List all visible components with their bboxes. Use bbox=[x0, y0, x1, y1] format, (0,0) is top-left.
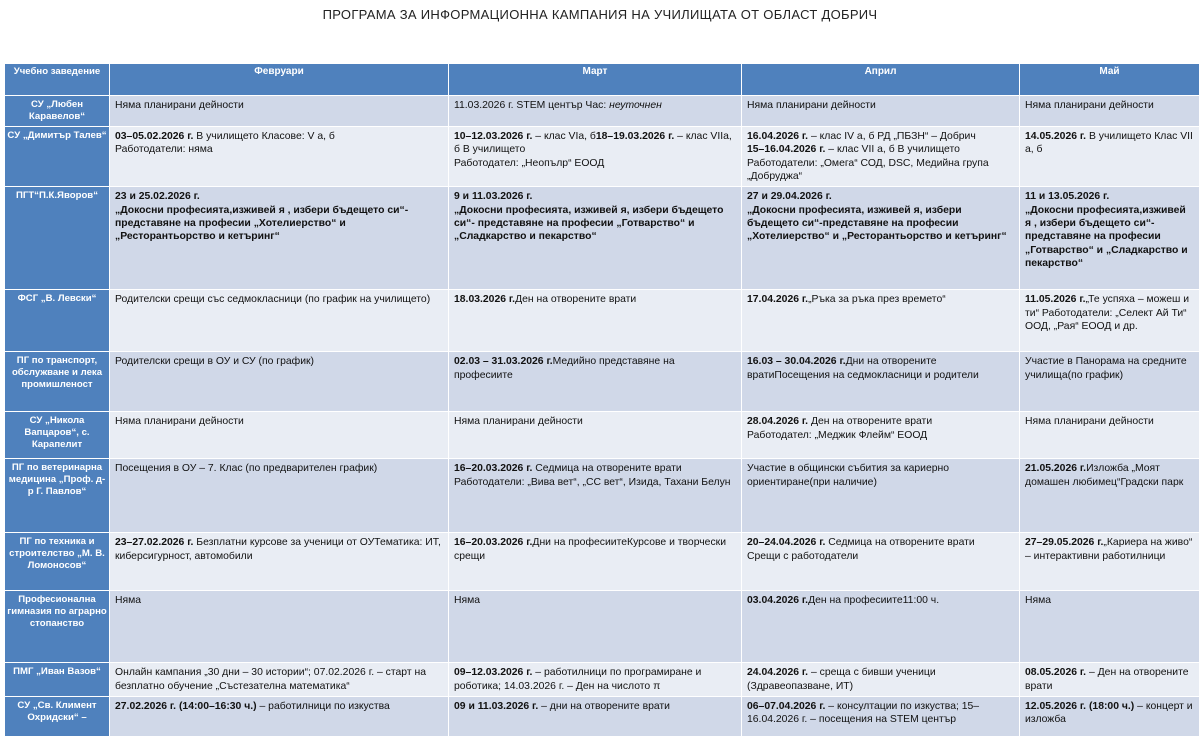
cell-text-segment: Онлайн кампания „30 дни – 30 истории“; 07.02.2026 г. – старт на безплатно обучение „Състезателна математика“ bbox=[115, 667, 429, 692]
header-february: Февруари bbox=[110, 64, 449, 96]
cell-april bbox=[742, 663, 1020, 697]
cell-text-segment: Няма планирани дейности bbox=[454, 416, 583, 428]
cell-text-segment: 09–12.03.2026 г. bbox=[454, 667, 533, 679]
cell-february bbox=[110, 663, 449, 697]
cell-text-segment: 11.03.2026 г. STEM център Час: bbox=[454, 100, 610, 111]
cell-text-segment: – концерт и изложба bbox=[1025, 700, 1196, 726]
header-may: Май bbox=[1020, 64, 1200, 96]
cell-text bbox=[1025, 99, 1194, 112]
cell-text-segment: 23 и 25.02.2026 г. „Докосни професията,изживей я , избери бъдещето си“- представяне на професии „Хотелиерство“ и „Ресторантьорство и кетъринг“ bbox=[115, 191, 409, 243]
cell-april bbox=[742, 290, 1020, 352]
cell-text-segment: Дни на отворените вратиПосещения на седмокласници и родители bbox=[747, 356, 979, 381]
cell-may bbox=[1020, 290, 1200, 352]
cell-text bbox=[1025, 415, 1194, 428]
cell-text-segment: 06–07.04.2026 г. bbox=[747, 700, 826, 712]
cell-text-segment: В училището Класове: V а, б Работодатели: няма bbox=[115, 131, 335, 156]
cell-may bbox=[1020, 187, 1200, 290]
cell-february bbox=[110, 187, 449, 290]
cell-text-segment: – работилници по програмиране и роботика; 14.03.2026 г. – Ден на числото π bbox=[454, 667, 705, 692]
cell-text bbox=[1025, 293, 1194, 333]
cell-text-segment: Ден на отворените врати Работодател: „Меджик Флейм“ ЕООД bbox=[747, 416, 933, 441]
cell-text bbox=[747, 462, 1014, 489]
cell-text-segment: Медийно представяне на професиите bbox=[454, 356, 678, 381]
cell-march bbox=[449, 412, 742, 459]
cell-may bbox=[1020, 96, 1200, 127]
cell-april bbox=[742, 696, 1020, 736]
cell-text bbox=[747, 293, 1014, 306]
cell-text-segment: „Те успяха – можеш и ти“ Работодатели: „Селект Ай Ти“ ООД, „Рая“ ЕООД и др. bbox=[1025, 294, 1192, 332]
page-title: ПРОГРАМА ЗА ИНФОРМАЦИОННА КАМПАНИЯ НА УЧИЛИЩАТА ОТ ОБЛАСТ ДОБРИЧ bbox=[322, 7, 878, 22]
cell-text-segment: 09 и 11.03.2026 г. bbox=[454, 700, 539, 712]
cell-text bbox=[454, 293, 736, 306]
cell-text bbox=[454, 700, 736, 713]
cell-text-segment: Изложба „Моят домашен любимец“Градски парк bbox=[1025, 463, 1184, 488]
table-row bbox=[5, 352, 1200, 412]
table-row bbox=[5, 459, 1200, 533]
table-row bbox=[5, 591, 1200, 663]
cell-text bbox=[454, 130, 736, 170]
cell-february bbox=[110, 96, 449, 127]
school-name: СУ „Димитър Талев“ bbox=[5, 127, 110, 187]
campaign-table bbox=[4, 63, 1200, 737]
cell-text bbox=[454, 415, 736, 428]
cell-text-segment: 14.05.2026 г. bbox=[1025, 131, 1087, 142]
cell-text-segment: Няма планирани дейности bbox=[747, 100, 876, 111]
cell-february bbox=[110, 352, 449, 412]
cell-text-segment: – работилници по изкуства bbox=[256, 700, 390, 712]
cell-text-segment: 08.05.2026 г. bbox=[1025, 667, 1087, 679]
cell-text bbox=[454, 190, 736, 243]
cell-text-segment: Ден на професиите11:00 ч. bbox=[808, 595, 940, 607]
school-name: ФСГ „В. Левски“ bbox=[5, 290, 110, 352]
cell-text-segment: Родителски срещи в ОУ и СУ (по график) bbox=[115, 356, 314, 368]
cell-march bbox=[449, 533, 742, 591]
cell-text-segment: Родителски срещи със седмокласници (по график на училището) bbox=[115, 294, 431, 306]
cell-text-segment: 17.04.2026 г. bbox=[747, 294, 809, 306]
cell-march bbox=[449, 591, 742, 663]
cell-march bbox=[449, 127, 742, 187]
cell-text bbox=[115, 190, 443, 243]
cell-text-segment: 18–19.03.2026 г. bbox=[595, 131, 675, 142]
cell-text-segment: Няма bbox=[1025, 595, 1052, 607]
cell-text-segment: – клас VII а, б В училището Работодатели: „Омега“ СОД, DSC, Медийна група „Добруджа“ bbox=[747, 144, 989, 182]
cell-text bbox=[747, 190, 1014, 243]
cell-april bbox=[742, 412, 1020, 459]
cell-text-segment: 21.05.2026 г. bbox=[1025, 463, 1087, 475]
cell-text-segment: Няма bbox=[454, 595, 481, 607]
cell-text-segment: – Ден на отворените врати bbox=[1025, 667, 1192, 692]
table-row bbox=[5, 533, 1200, 591]
cell-text-segment: 9 и 11.03.2026 г. „Докосни професията, изживей я, избери бъдещето си“- представяне на професии „Готварство“ и „Сладкарство и пекарство“ bbox=[454, 191, 724, 243]
cell-text-segment: 16–20.03.2026 г. bbox=[454, 463, 533, 475]
table-row bbox=[5, 663, 1200, 697]
cell-text bbox=[747, 99, 1014, 112]
cell-text-segment: „Кариера на живо“ – интерактивни работилници bbox=[1025, 537, 1196, 562]
cell-text bbox=[1025, 700, 1194, 727]
cell-text-segment: „Ръка за ръка през времето“ bbox=[808, 294, 946, 306]
cell-text bbox=[1025, 462, 1194, 489]
cell-february bbox=[110, 412, 449, 459]
cell-text-segment: 18.03.2026 г. bbox=[454, 294, 516, 306]
cell-text-segment: Няма планирани дейности bbox=[115, 100, 244, 111]
cell-may bbox=[1020, 459, 1200, 533]
cell-february bbox=[110, 290, 449, 352]
cell-april bbox=[742, 127, 1020, 187]
cell-may bbox=[1020, 352, 1200, 412]
cell-march bbox=[449, 459, 742, 533]
cell-march bbox=[449, 663, 742, 697]
cell-text-segment: 15–16.04.2026 г. bbox=[747, 144, 826, 156]
cell-text bbox=[1025, 190, 1194, 270]
cell-text bbox=[115, 594, 443, 607]
table-row bbox=[5, 290, 1200, 352]
cell-text bbox=[115, 462, 443, 475]
cell-text-segment: Посещения в ОУ – 7. Клас (по предварителен график) bbox=[115, 463, 378, 475]
cell-may bbox=[1020, 412, 1200, 459]
cell-text-segment: 16.03 – 30.04.2026 г. bbox=[747, 356, 846, 368]
cell-text-segment: 27 и 29.04.2026 г. „Докосни професията, изживей я, избери бъдещето си“-представяне на професии „Хотелиерство“ и „Ресторантьорство и кетъринг“ bbox=[747, 191, 1007, 243]
header-april: Април bbox=[742, 64, 1020, 96]
cell-april bbox=[742, 96, 1020, 127]
cell-text bbox=[747, 355, 1014, 382]
cell-text-segment: – среща с бивши ученици (Здравеопазване, ИТ) bbox=[747, 667, 939, 692]
cell-text-segment: 11 и 13.05.2026 г. „Докосни професията,изживей я , избери бъдещето си“- представяне на професии „Готварство“ и „Сладкарство и пекарство“ bbox=[1025, 191, 1188, 269]
table-body bbox=[5, 96, 1200, 737]
cell-february bbox=[110, 696, 449, 736]
cell-text-segment: 27–29.05.2026 г. bbox=[1025, 537, 1104, 549]
cell-march bbox=[449, 96, 742, 127]
cell-text-segment: 11.05.2026 г. bbox=[1025, 294, 1086, 306]
cell-text-segment: – клас VIIa, б В училището Работодател: „Неопълр“ ЕООД bbox=[454, 131, 732, 169]
table-row bbox=[5, 96, 1200, 127]
cell-text-segment: Седмица на отворените врати Срещи с работодатели bbox=[747, 537, 975, 562]
cell-text-segment: Участие в общински събития за кариерно ориентиране(при наличие) bbox=[747, 463, 952, 488]
cell-may bbox=[1020, 663, 1200, 697]
cell-text bbox=[115, 415, 443, 428]
cell-text-segment: В училището Клас VII а, б bbox=[1025, 131, 1196, 156]
cell-text bbox=[115, 293, 443, 306]
cell-text bbox=[115, 666, 443, 693]
cell-april bbox=[742, 187, 1020, 290]
cell-text bbox=[1025, 130, 1194, 157]
cell-text-segment: 02.03 – 31.03.2026 г. bbox=[454, 356, 553, 368]
cell-text-segment: неуточнен bbox=[609, 100, 662, 111]
cell-text-segment: Няма bbox=[115, 595, 142, 607]
cell-text bbox=[454, 594, 736, 607]
cell-text-segment: Няма планирани дейности bbox=[1025, 416, 1154, 428]
cell-text-segment: Дни на професиитеКурсове и творчески срещи bbox=[454, 537, 729, 562]
cell-text-segment: 10–12.03.2026 г. bbox=[454, 131, 533, 142]
cell-may bbox=[1020, 533, 1200, 591]
cell-text bbox=[1025, 355, 1194, 382]
cell-text-segment: 16.04.2026 г. bbox=[747, 131, 809, 142]
cell-text bbox=[747, 666, 1014, 693]
cell-february bbox=[110, 459, 449, 533]
cell-text-segment: Седмица на отворените врати Работодатели: „Вива вет“, „СС вет“, Изида, Тахани Белун bbox=[454, 463, 731, 488]
header-row bbox=[5, 64, 1200, 96]
cell-text bbox=[115, 700, 443, 713]
header-school: Учебно заведение bbox=[5, 64, 110, 96]
cell-text bbox=[115, 130, 443, 157]
table-row bbox=[5, 127, 1200, 187]
cell-text-segment: Участие в Панорама на средните училища(по график) bbox=[1025, 356, 1190, 381]
table-row bbox=[5, 412, 1200, 459]
cell-march bbox=[449, 696, 742, 736]
cell-text-segment: Безплатни курсове за ученици от ОУТематика: ИТ, киберсигурност, автомобили bbox=[115, 537, 444, 562]
cell-march bbox=[449, 290, 742, 352]
cell-february bbox=[110, 127, 449, 187]
school-name: ПГ по ветеринарна медицина „Проф. д-р Г. Павлов“ bbox=[5, 459, 110, 533]
cell-text-segment: – клас IV а, б РД „ПБЗН“ – Добрич bbox=[810, 131, 976, 142]
school-name: Професионална гимназия по аграрно стопанство bbox=[5, 591, 110, 663]
cell-may bbox=[1020, 591, 1200, 663]
cell-text-segment: 24.04.2026 г. bbox=[747, 667, 809, 679]
cell-text-segment: – дни на отворените врати bbox=[538, 700, 670, 712]
cell-text-segment: 03–05.02.2026 г. bbox=[115, 131, 194, 142]
cell-text bbox=[747, 700, 1014, 727]
cell-february bbox=[110, 591, 449, 663]
cell-text bbox=[115, 99, 443, 112]
cell-text-segment: 23–27.02.2026 г. bbox=[115, 537, 194, 549]
cell-text bbox=[1025, 536, 1194, 563]
cell-text bbox=[454, 666, 736, 693]
cell-april bbox=[742, 459, 1020, 533]
cell-may bbox=[1020, 127, 1200, 187]
cell-text bbox=[1025, 594, 1194, 607]
cell-text bbox=[115, 355, 443, 368]
cell-text bbox=[454, 462, 736, 489]
cell-text-segment: 20–24.04.2026 г. bbox=[747, 537, 826, 549]
cell-text-segment: Няма планирани дейности bbox=[1025, 100, 1154, 111]
school-name: СУ „Любен Каравелов“ bbox=[5, 96, 110, 127]
cell-april bbox=[742, 591, 1020, 663]
cell-text-segment: Ден на отворените врати bbox=[515, 294, 637, 306]
cell-text-segment: 03.04.2026 г. bbox=[747, 595, 809, 607]
cell-april bbox=[742, 352, 1020, 412]
cell-text bbox=[1025, 666, 1194, 693]
school-name: СУ „Никола Вапцаров“, с. Карапелит bbox=[5, 412, 110, 459]
school-name: СУ „Св. Климент Охридски“ – bbox=[5, 696, 110, 736]
school-name: ПГ по техника и строителство „М. В. Ломоносов“ bbox=[5, 533, 110, 591]
cell-text-segment: 16–20.03.2026 г. bbox=[454, 537, 533, 549]
school-name: ПГТ“П.К.Яворов“ bbox=[5, 187, 110, 290]
header-march: Март bbox=[449, 64, 742, 96]
cell-may bbox=[1020, 696, 1200, 736]
cell-text bbox=[747, 415, 1014, 442]
cell-text bbox=[747, 536, 1014, 563]
cell-text bbox=[115, 536, 443, 563]
cell-text bbox=[747, 594, 1014, 607]
cell-march bbox=[449, 352, 742, 412]
cell-text bbox=[454, 99, 736, 112]
cell-text-segment: 12.05.2026 г. (18:00 ч.) bbox=[1025, 700, 1135, 712]
school-name: ПМГ „Иван Вазов“ bbox=[5, 663, 110, 697]
cell-text bbox=[747, 130, 1014, 183]
cell-text-segment: – консултации по изкуства; 15–16.04.2026 г. – посещения на STEM център bbox=[747, 700, 980, 726]
cell-april bbox=[742, 533, 1020, 591]
cell-text-segment: 27.02.2026 г. (14:00–16:30 ч.) bbox=[115, 700, 257, 712]
cell-february bbox=[110, 533, 449, 591]
cell-march bbox=[449, 187, 742, 290]
table-row bbox=[5, 696, 1200, 736]
cell-text bbox=[454, 355, 736, 382]
table-row bbox=[5, 187, 1200, 290]
cell-text-segment: – клас VIa, б bbox=[532, 131, 596, 142]
school-name: ПГ по транспорт, обслужване и лека промишленост bbox=[5, 352, 110, 412]
cell-text bbox=[454, 536, 736, 563]
cell-text-segment: 28.04.2026 г. bbox=[747, 416, 809, 428]
cell-text-segment: Няма планирани дейности bbox=[115, 416, 244, 428]
